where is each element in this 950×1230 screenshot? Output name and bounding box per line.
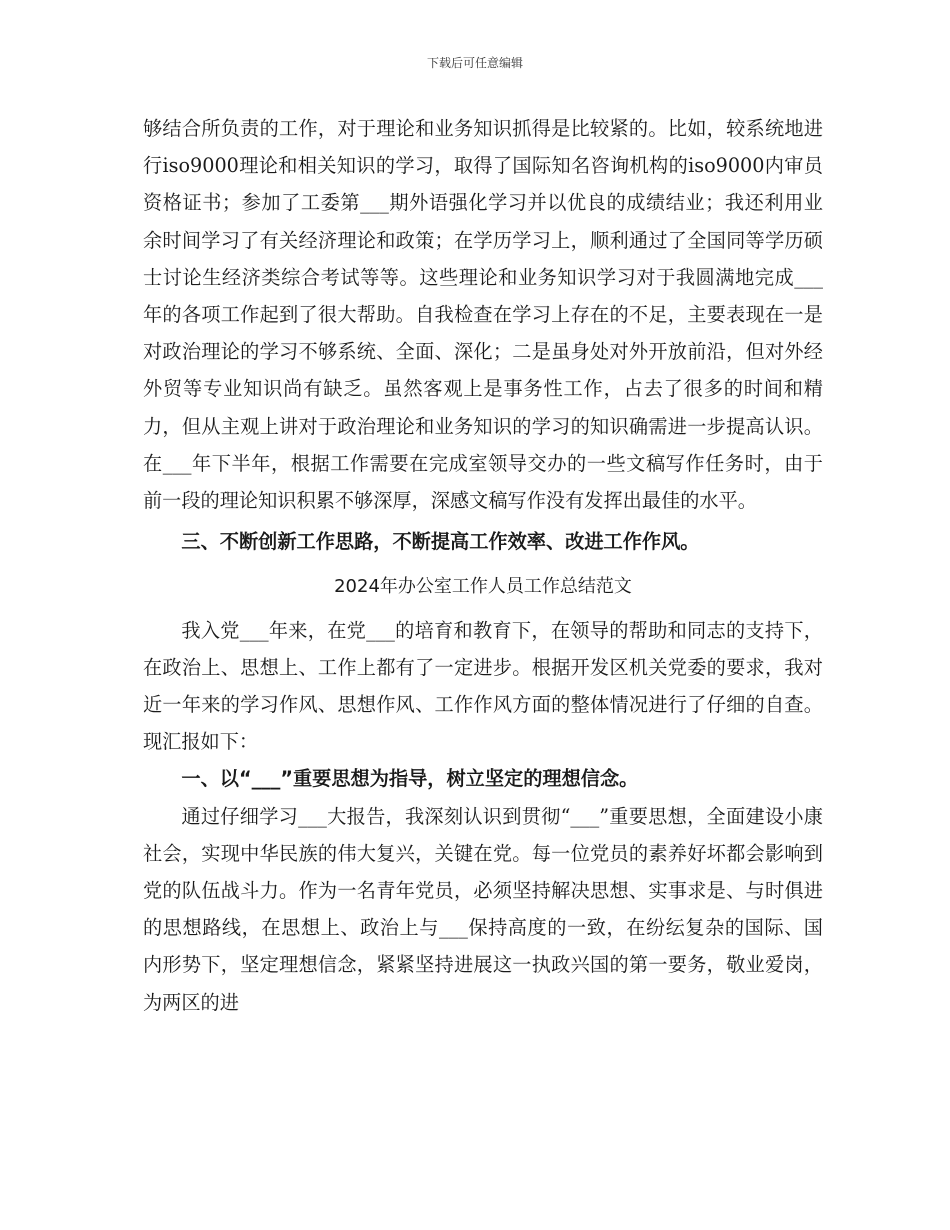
document-title: 2024年办公室工作人员工作总结范文 [334,576,632,598]
document-body [143,110,823,1021]
paragraph-intro: 我入党___年来，在党___的培育和教育下，在领导的帮助和同志的支持下，在政治上、思想上、工作上都有了一定进步。根据开发区机关党委的要求，我对近一年来的学习作风、思想作风、工作作风方面的整体情况进行了仔细的自查。现汇报如下： [143,618,823,754]
paragraph-section-1: 通过仔细学习___大报告，我深刻认识到贯彻“___”重要思想，全面建设小康社会，实现中华民族的伟大复兴，关键在党。每一位党员的素养好坏都会影响到党的队伍战斗力。作为一名青年党员，必须坚持解决思想、实事求是、与时俱进的思想路线，在思想上、政治上与___保持高度的一致，在纷纭复杂的国际、国内形势下，坚定理想信念，紧紧坚持进展这一执政兴国的第一要务，敬业爱岗，为两区的进 [143,804,823,1014]
paragraph-continued: 够结合所负责的工作，对于理论和业务知识抓得是比较紧的。比如，较系统地进行iso9000理论和相关知识的学习，取得了国际知名咨询机构的iso9000内审员资格证书；参加了工委第___期外语强化学习并以优良的成绩结业；我还利用业余时间学习了有关经济理论和政策；在学历学习上，顺利通过了全国同等学历硕士讨论生经济类综合考试等等。这些理论和业务知识学习对于我圆满地完成___年的各项工作起到了很大帮助。自我检查在学习上存在的不足，主要表现在一是对政治理论的学习不够系统、全面、深化；二是虽身处对外开放前沿，但对外经外贸等专业知识尚有缺乏。虽然客观上是事务性工作，占去了很多的时间和精力，但从主观上讲对于政治理论和业务知识的学习的知识确需进一步提高认识。在___年下半年，根据工作需要在完成室领导交办的一些文稿写作任务时，由于前一段的理论知识积累不够深厚，深感文稿写作没有发挥出最佳的水平。 [143,117,823,513]
page-header: 下载后可任意编辑 [426,56,523,70]
section-heading-1: 一、以“___”重要思想为指导，树立坚定的理想信念。 [181,767,639,791]
section-heading-3: 三、不断创新工作思路，不断提高工作效率、改进工作作风。 [181,530,700,554]
